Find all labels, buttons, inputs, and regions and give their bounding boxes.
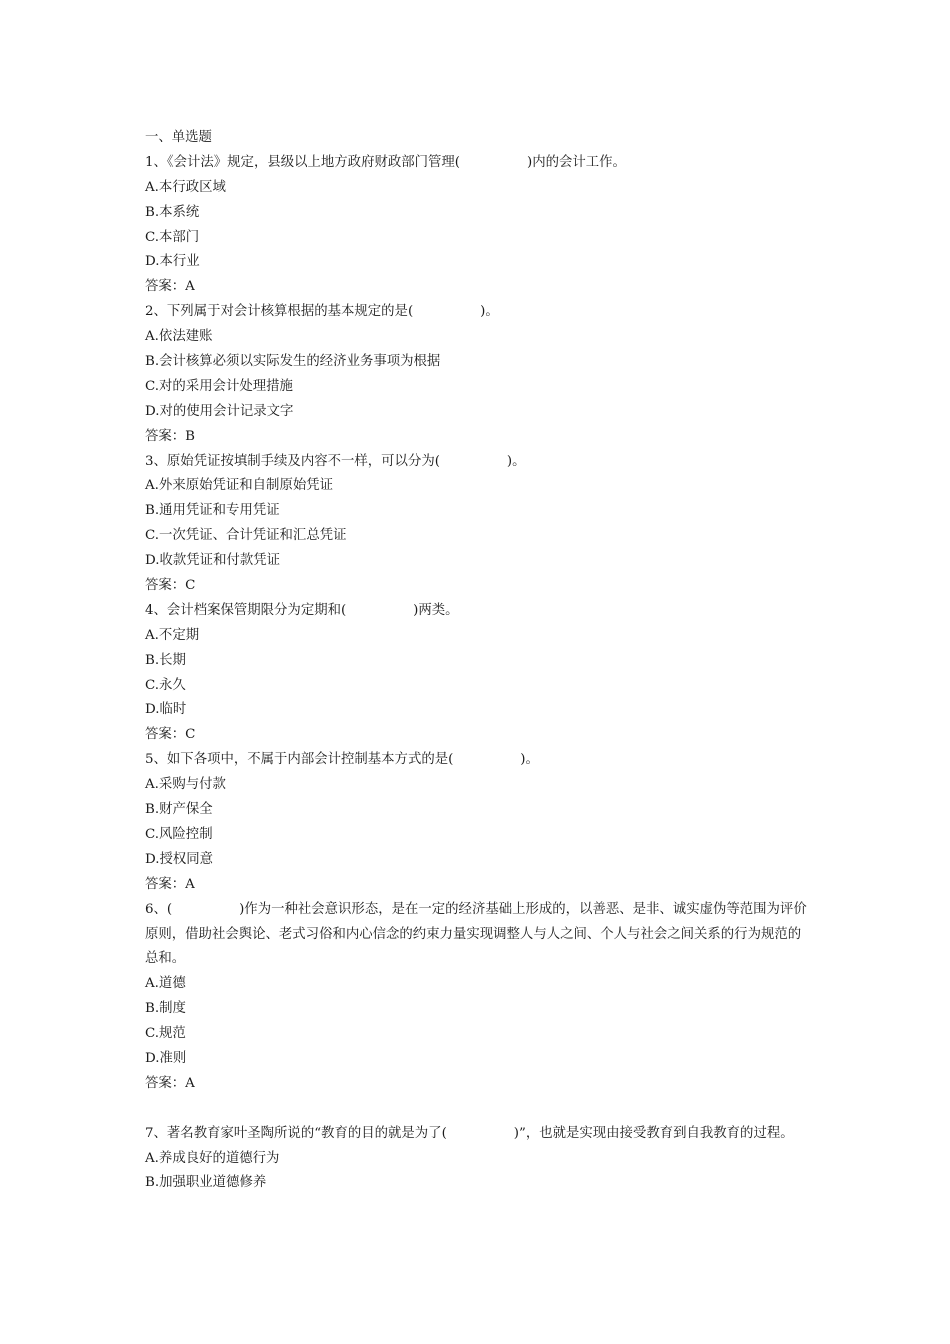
option: C.对的采用会计处理措施	[145, 378, 293, 394]
question-stem: 4、会计档案保管期限分为定期和( )两类。	[145, 602, 459, 618]
answer: 答案：C	[145, 727, 196, 743]
option: D.本行业	[145, 254, 200, 270]
option: C.本部门	[145, 229, 200, 245]
option: A.本行政区域	[145, 179, 226, 195]
option: D.收款凭证和付款凭证	[145, 553, 281, 569]
option: D.准则	[145, 1051, 187, 1066]
option: B.加强职业道德修养	[145, 1175, 267, 1191]
question-list	[145, 126, 810, 1196]
question-stem: 7、著名教育家叶圣陶所说的“教育的目的就是为了( )”，也就是实现由接受教育到自我教育的过程。	[145, 1125, 794, 1141]
option: A.道德	[145, 976, 186, 992]
option: C.一次凭证、合计凭证和汇总凭证	[145, 528, 347, 544]
question-stem: 1、《会计法》规定，县级以上地方政府财政部门管理( )内的会计工作。	[145, 154, 626, 170]
option: B.长期	[145, 652, 186, 668]
option: D.临时	[145, 702, 187, 718]
answer: 答案：A	[145, 876, 195, 892]
option: B.财产保全	[145, 802, 213, 818]
blank-line	[145, 1097, 810, 1122]
option: C.永久	[145, 677, 186, 693]
option: D.授权同意	[145, 851, 214, 867]
option: B.通用凭证和专用凭证	[145, 503, 280, 519]
option: A.不定期	[145, 627, 200, 643]
option: A.外来原始凭证和自制原始凭证	[145, 478, 334, 494]
option: C.规范	[145, 1026, 186, 1042]
question-stem: 3、原始凭证按填制手续及内容不一样，可以分为( )。	[145, 453, 526, 469]
option: A.采购与付款	[145, 777, 226, 793]
answer: 答案：A	[145, 279, 195, 295]
answer: 答案：B	[145, 428, 196, 444]
option: C.风险控制	[145, 826, 213, 842]
question-stem: 6、( )作为一种社会意识形态，是在一定的经济基础上形成的，以善恶、是非、诚实虚伪等范围为评价原则，借助社会舆论、老式习俗和内心信念的约束力量实现调整人与人之间、个人与社会之间关系的行为规范的总和。	[145, 901, 807, 967]
answer: 答案：C	[145, 578, 196, 594]
option: A.养成良好的道德行为	[145, 1150, 280, 1166]
question-stem: 2、下列属于对会计核算根据的基本规定的是( )。	[145, 304, 499, 320]
answer: 答案：A	[145, 1075, 195, 1091]
option: A.依法建账	[145, 329, 213, 345]
option: D.对的使用会计记录文字	[145, 403, 294, 419]
option: B.会计核算必须以实际发生的经济业务事项为根据	[145, 354, 441, 370]
option: B.制度	[145, 1001, 186, 1017]
section-title: 一、单选题	[145, 130, 212, 145]
question-stem: 5、如下各项中，不属于内部会计控制基本方式的是( )。	[145, 752, 539, 768]
option: B.本系统	[145, 204, 200, 220]
